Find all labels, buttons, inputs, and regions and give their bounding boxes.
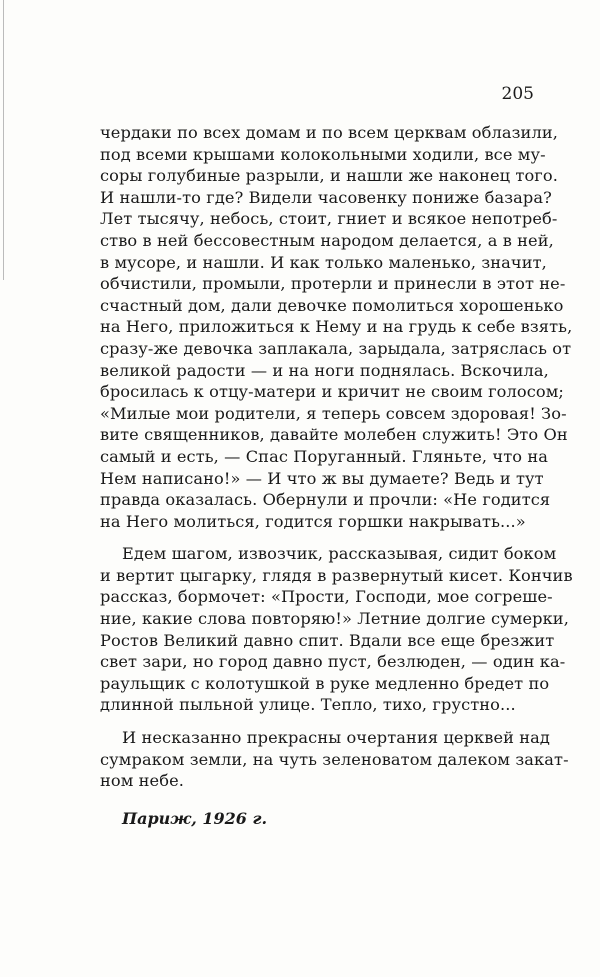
text-line: ство в ней бессовестным народом делается, а в ней, [100, 230, 554, 250]
text-line: ном небе. [100, 771, 185, 791]
text-line: на Него молиться, годится горшки накрывать...» [100, 511, 526, 531]
text-line: обчистили, промыли, протерли и принесли в этот не- [100, 274, 566, 294]
body-text [100, 122, 573, 828]
text-line: чердаки по всех домам и по всем церквам облазили, [100, 123, 558, 142]
text-line: вите священников, давайте молебен служить! Это Он [100, 425, 568, 445]
text-line: сразу-же девочка заплакала, зарыдала, затряслась от [100, 338, 572, 358]
paragraph [100, 727, 569, 792]
text-line: великой радости — и на ноги поднялась. Вскочила, [100, 360, 549, 380]
signature-place-date: Париж, 1926 г. [122, 808, 268, 828]
text-line: Нем написано!» — И что ж вы думаете? Ведь и тут [100, 468, 544, 488]
text-line: счастный дом, дали девочке помолиться хорошенько [100, 295, 564, 315]
text-line: и вертит цыгарку, глядя в развернутый кисет. Кончив [100, 565, 573, 585]
text-line: И несказанно прекрасны очертания церквей над [122, 728, 550, 748]
page-number: 205 [501, 84, 534, 104]
text-line: «Милые мои родители, я теперь совсем здоровая! Зо- [100, 403, 567, 423]
text-line: Едем шагом, извозчик, рассказывая, сидит боком [122, 544, 557, 564]
text-line: в мусоре, и нашли. И как только маленько, значит, [100, 252, 547, 272]
text-line: правда оказалась. Обернули и прочли: «Не годится [100, 490, 551, 510]
text-line: рассказ, бормочет: «Прости, Господи, мое согреше- [100, 587, 553, 607]
text-line: И нашли-то где? Видели часовенку пониже базара? [100, 187, 552, 207]
text-line: на Него, приложиться к Нему и на грудь к себе взять, [100, 317, 573, 337]
text-line: раульщик с колотушкой в руке медленно бредет по [100, 673, 550, 693]
text-line: соры голубиные разрыли, и нашли же наконец того. [100, 166, 558, 186]
text-line: самый и есть, — Спас Поруганный. Гляньте, что на [100, 446, 548, 466]
text-line: бросилась к отцу-матери и кричит не своим голосом; [100, 382, 564, 402]
text-line: длинной пыльной улице. Тепло, тихо, грустно... [100, 695, 516, 715]
text-line: Ростов Великий давно спит. Вдали все еще брезжит [100, 630, 555, 650]
paragraph [100, 122, 573, 532]
text-line: ние, какие слова повторяю!» Летние долгие сумерки, [100, 609, 569, 629]
text-line: сумраком земли, на чуть зеленоватом далеком закат- [100, 749, 569, 769]
paragraph [100, 543, 573, 716]
text-line: свет зари, но город давно пуст, безлюден, — один ка- [100, 652, 566, 672]
scan-edge [3, 0, 4, 280]
text-line: Лет тысячу, небось, стоит, гниет и всякое непотреб- [100, 209, 558, 229]
text-line: под всеми крышами колокольными ходили, все му- [100, 144, 546, 164]
